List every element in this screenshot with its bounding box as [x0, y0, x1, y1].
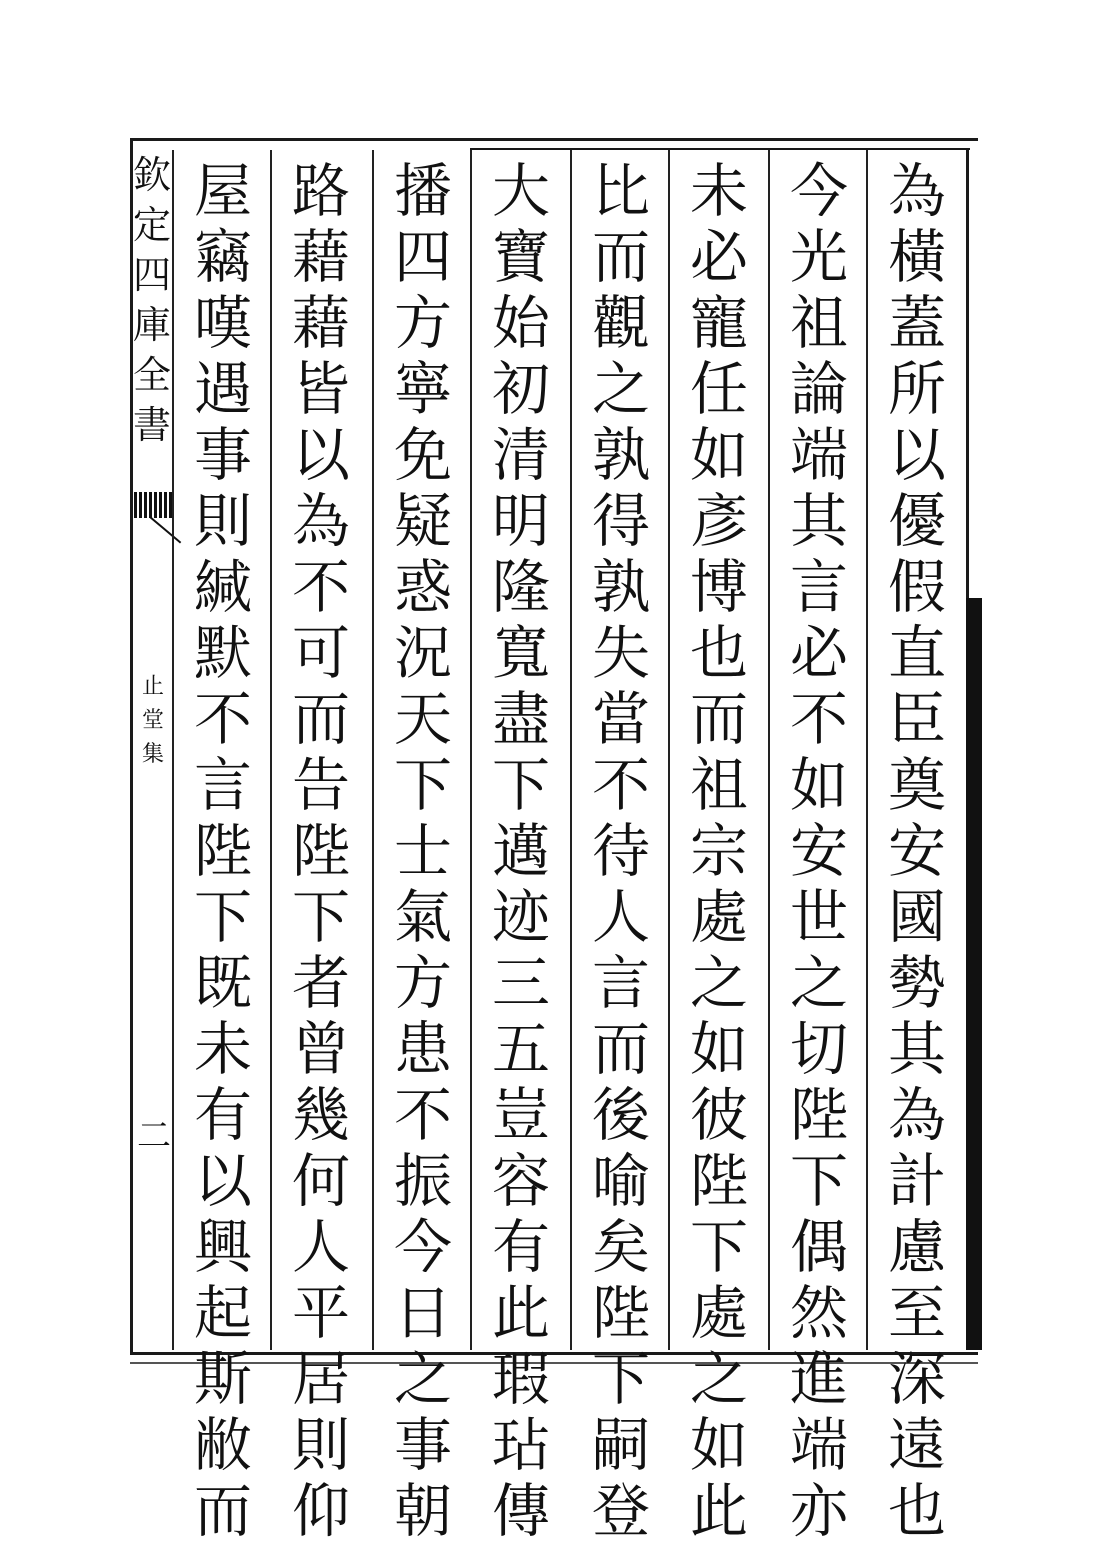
text-char: 振 [393, 1147, 452, 1215]
text-char: 至 [887, 1279, 946, 1347]
text-char: 如 [689, 1015, 748, 1083]
text-char: 陛 [591, 1279, 650, 1347]
text-char: 下 [193, 883, 252, 951]
text-char: 寶 [491, 223, 550, 291]
text-char: 深 [887, 1345, 946, 1413]
text-char: 今 [393, 1213, 452, 1281]
text-column-7 [276, 157, 366, 1545]
text-char: 處 [689, 1279, 748, 1347]
text-char: 斯 [193, 1345, 252, 1413]
page-number: 二 [137, 1116, 171, 1156]
frame-bottom-rule [130, 1352, 978, 1355]
book-title-char: 定 [132, 203, 171, 247]
text-char: 迹 [491, 883, 550, 951]
text-char: 其 [789, 487, 848, 555]
text-char: 世 [789, 883, 848, 951]
text-char: 言 [193, 751, 252, 819]
column-rule [270, 150, 272, 1350]
text-char: 以 [887, 421, 946, 489]
text-char: 藉 [291, 289, 350, 357]
text-char: 瑕 [491, 1345, 550, 1413]
text-char: 必 [789, 619, 848, 687]
text-char: 明 [491, 487, 550, 555]
text-char: 況 [393, 619, 452, 687]
text-char: 今 [789, 157, 848, 225]
text-char: 四 [393, 223, 452, 291]
text-char: 則 [193, 487, 252, 555]
book-title-char: 全 [132, 353, 171, 397]
text-char: 不 [291, 553, 350, 621]
text-char: 路 [291, 157, 350, 225]
text-char: 陛 [193, 817, 252, 885]
text-char: 盡 [491, 685, 550, 753]
text-char: 孰 [591, 553, 650, 621]
text-char: 始 [491, 289, 550, 357]
frame-right-thick-rule [966, 598, 982, 1350]
text-char: 天 [393, 685, 452, 753]
text-char: 寵 [689, 289, 748, 357]
fishtail-diagonal [149, 516, 181, 543]
text-char: 如 [689, 1411, 748, 1479]
text-char: 邁 [491, 817, 550, 885]
text-char: 也 [887, 1477, 946, 1545]
text-char: 任 [689, 355, 748, 423]
text-char: 不 [789, 685, 848, 753]
text-char: 亦 [789, 1477, 848, 1545]
text-char: 既 [193, 949, 252, 1017]
text-char: 祖 [689, 751, 748, 819]
text-char: 失 [591, 619, 650, 687]
text-char: 以 [193, 1147, 252, 1215]
column-rule [372, 150, 374, 1350]
text-char: 必 [689, 223, 748, 291]
column-rule [768, 150, 770, 1350]
text-char: 人 [591, 883, 650, 951]
text-char: 優 [887, 487, 946, 555]
text-char: 有 [491, 1213, 550, 1281]
text-char: 惑 [393, 553, 452, 621]
text-char: 而 [193, 1477, 252, 1545]
text-char: 處 [689, 883, 748, 951]
text-char: 慮 [887, 1213, 946, 1281]
text-char: 氣 [393, 883, 452, 951]
text-char: 以 [291, 421, 350, 489]
text-char: 患 [393, 1015, 452, 1083]
text-char: 橫 [887, 223, 946, 291]
text-char: 如 [689, 421, 748, 489]
text-char: 而 [591, 223, 650, 291]
text-char: 光 [789, 223, 848, 291]
text-char: 宗 [689, 817, 748, 885]
text-char: 免 [393, 421, 452, 489]
text-char: 容 [491, 1147, 550, 1215]
text-char: 國 [887, 883, 946, 951]
text-char: 之 [689, 949, 748, 1017]
text-char: 下 [789, 1147, 848, 1215]
text-char: 清 [491, 421, 550, 489]
text-char: 皆 [291, 355, 350, 423]
text-char: 臣 [887, 685, 946, 753]
text-char: 方 [393, 949, 452, 1017]
text-column-1 [872, 157, 962, 1545]
text-char: 之 [393, 1345, 452, 1413]
book-title-char: 欽 [132, 153, 171, 197]
text-char: 幾 [291, 1081, 350, 1149]
text-char: 而 [591, 1015, 650, 1083]
text-char: 後 [591, 1081, 650, 1149]
text-char: 下 [393, 751, 452, 819]
text-column-5 [476, 157, 566, 1545]
frame-bottom-inner-rule [130, 1362, 978, 1364]
text-char: 為 [291, 487, 350, 555]
text-char: 則 [291, 1411, 350, 1479]
text-char: 不 [193, 685, 252, 753]
text-char: 疑 [393, 487, 452, 555]
text-char: 如 [789, 751, 848, 819]
text-char: 居 [291, 1345, 350, 1413]
text-char: 寬 [491, 619, 550, 687]
text-char: 切 [789, 1015, 848, 1083]
text-char: 也 [689, 619, 748, 687]
text-char: 遇 [193, 355, 252, 423]
text-char: 嗣 [591, 1411, 650, 1479]
text-char: 博 [689, 553, 748, 621]
text-char: 之 [591, 355, 650, 423]
text-column-8 [178, 157, 268, 1545]
text-char: 論 [789, 355, 848, 423]
text-char: 蓋 [887, 289, 946, 357]
book-title [132, 150, 172, 450]
book-title-char: 書 [132, 403, 171, 447]
text-char: 大 [491, 157, 550, 225]
text-char: 陛 [789, 1081, 848, 1149]
text-char: 為 [887, 157, 946, 225]
text-char: 下 [591, 1345, 650, 1413]
text-char: 起 [193, 1279, 252, 1347]
text-char: 嘆 [193, 289, 252, 357]
text-char: 下 [689, 1213, 748, 1281]
text-char: 告 [291, 751, 350, 819]
collection-title-char: 堂 [141, 708, 164, 733]
text-char: 下 [491, 751, 550, 819]
text-char: 登 [591, 1477, 650, 1545]
text-char: 藉 [291, 223, 350, 291]
text-char: 遠 [887, 1411, 946, 1479]
text-char: 人 [291, 1213, 350, 1281]
text-char: 待 [591, 817, 650, 885]
text-column-2 [774, 157, 864, 1545]
text-char: 隆 [491, 553, 550, 621]
text-char: 為 [887, 1081, 946, 1149]
column-rule [570, 150, 572, 1350]
text-char: 敝 [193, 1411, 252, 1479]
text-char: 三 [491, 949, 550, 1017]
text-char: 曾 [291, 1015, 350, 1083]
text-char: 不 [591, 751, 650, 819]
collection-title-char: 止 [141, 674, 164, 699]
text-char: 日 [393, 1279, 452, 1347]
text-char: 五 [491, 1015, 550, 1083]
text-column-6 [378, 157, 468, 1545]
text-char: 可 [291, 619, 350, 687]
text-column-4 [576, 157, 666, 1545]
text-char: 彥 [689, 487, 748, 555]
text-char: 進 [789, 1345, 848, 1413]
text-char: 端 [789, 421, 848, 489]
text-char: 陛 [291, 817, 350, 885]
book-title-char: 庫 [132, 303, 171, 347]
text-char: 初 [491, 355, 550, 423]
text-char: 何 [291, 1147, 350, 1215]
text-char: 此 [491, 1279, 550, 1347]
text-char: 未 [689, 157, 748, 225]
text-char: 安 [887, 817, 946, 885]
text-char: 偶 [789, 1213, 848, 1281]
text-char: 竊 [193, 223, 252, 291]
text-char: 未 [193, 1015, 252, 1083]
column-rule [866, 150, 868, 1350]
text-char: 彼 [689, 1081, 748, 1149]
text-char: 奠 [887, 751, 946, 819]
text-char: 事 [393, 1411, 452, 1479]
text-char: 播 [393, 157, 452, 225]
text-char: 仰 [291, 1477, 350, 1545]
frame-top-inner-rule [470, 148, 970, 150]
text-char: 平 [291, 1279, 350, 1347]
frame-top-rule [130, 138, 978, 141]
text-column-3 [674, 157, 764, 1545]
text-char: 事 [193, 421, 252, 489]
column-rule [470, 150, 472, 1350]
text-char: 士 [393, 817, 452, 885]
text-char: 而 [291, 685, 350, 753]
text-char: 之 [689, 1345, 748, 1413]
text-char: 玷 [491, 1411, 550, 1479]
text-char: 所 [887, 355, 946, 423]
text-char: 傳 [491, 1477, 550, 1545]
text-char: 然 [789, 1279, 848, 1347]
text-char: 喻 [591, 1147, 650, 1215]
text-char: 寧 [393, 355, 452, 423]
text-char: 孰 [591, 421, 650, 489]
frame-right-rule [966, 150, 969, 600]
column-rule [172, 150, 174, 1350]
text-char: 得 [591, 487, 650, 555]
text-char: 言 [789, 553, 848, 621]
text-char: 屋 [193, 157, 252, 225]
text-char: 而 [689, 685, 748, 753]
text-char: 默 [193, 619, 252, 687]
text-char: 端 [789, 1411, 848, 1479]
text-char: 勢 [887, 949, 946, 1017]
text-char: 緘 [193, 553, 252, 621]
text-char: 觀 [591, 289, 650, 357]
text-char: 興 [193, 1213, 252, 1281]
text-char: 當 [591, 685, 650, 753]
text-char: 矣 [591, 1213, 650, 1281]
text-char: 方 [393, 289, 452, 357]
text-char: 直 [887, 619, 946, 687]
fishtail-mark [134, 492, 172, 518]
column-rule [668, 150, 670, 1350]
text-char: 者 [291, 949, 350, 1017]
text-char: 下 [291, 883, 350, 951]
text-char: 計 [887, 1147, 946, 1215]
text-char: 言 [591, 949, 650, 1017]
text-char: 不 [393, 1081, 452, 1149]
text-char: 安 [789, 817, 848, 885]
text-char: 陛 [689, 1147, 748, 1215]
book-title-char: 四 [132, 253, 171, 297]
text-char: 豈 [491, 1081, 550, 1149]
text-char: 其 [887, 1015, 946, 1083]
collection-title [140, 670, 166, 772]
text-char: 祖 [789, 289, 848, 357]
text-char: 假 [887, 553, 946, 621]
text-char: 有 [193, 1081, 252, 1149]
text-char: 之 [789, 949, 848, 1017]
collection-title-char: 集 [141, 742, 164, 767]
text-char: 朝 [393, 1477, 452, 1545]
text-char: 比 [591, 157, 650, 225]
text-char: 此 [689, 1477, 748, 1545]
